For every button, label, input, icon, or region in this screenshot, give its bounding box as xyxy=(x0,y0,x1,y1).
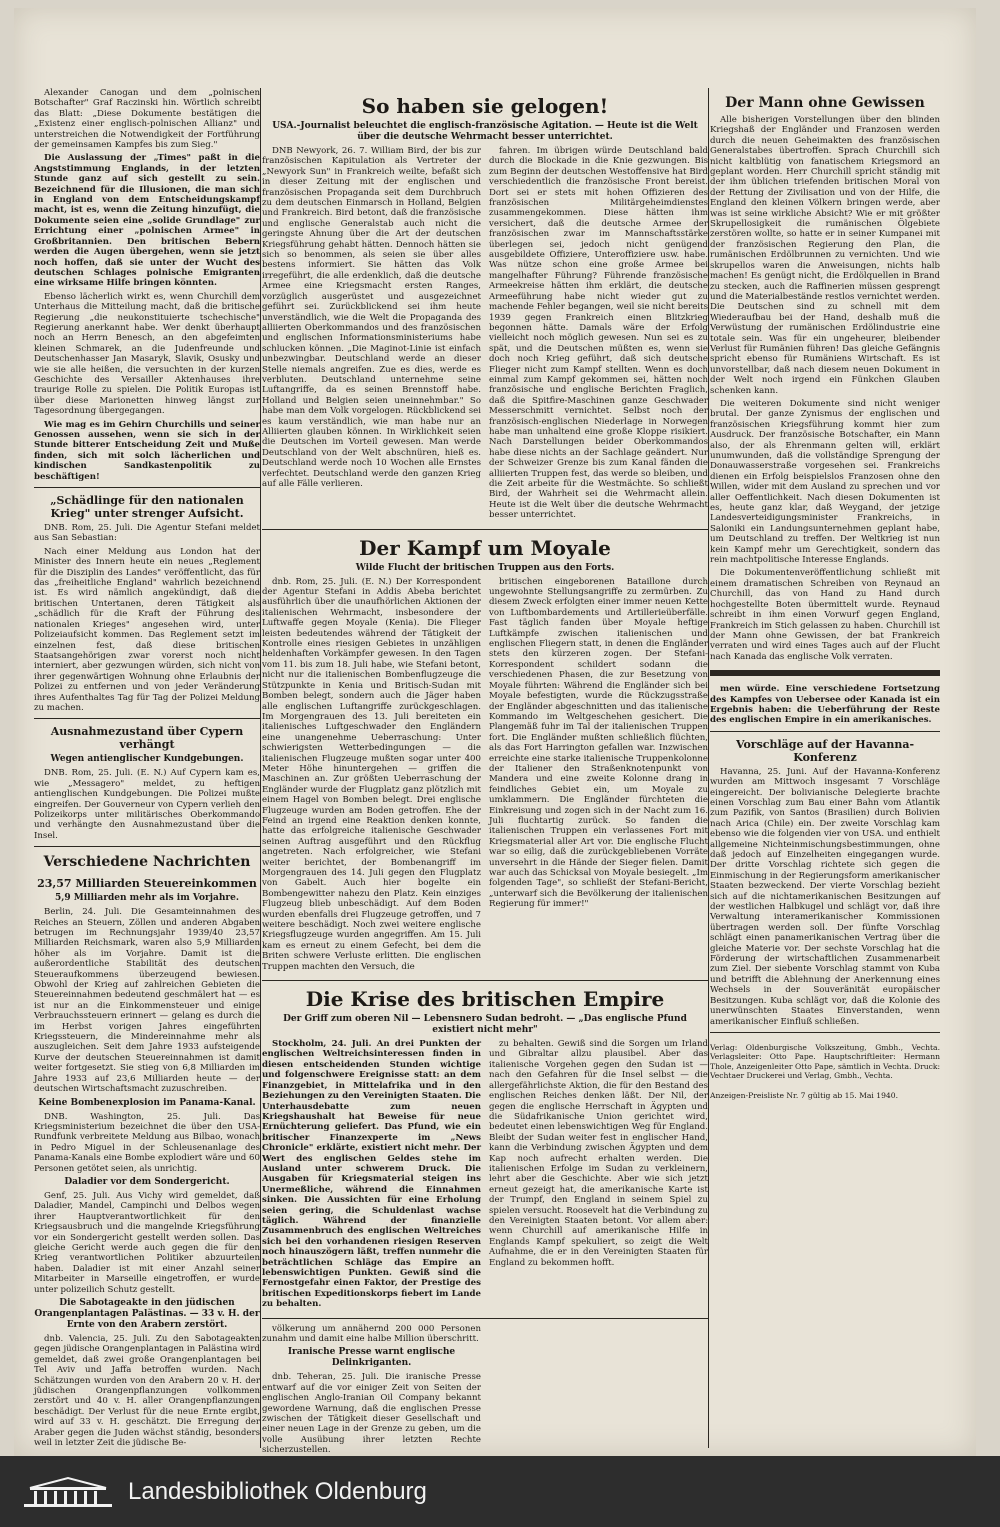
article-text: Die Auslassung der „Times" paßt in die Angststimmung Englands, in der letzten Stunde ganz auf sich gestellt zu sein. Bezeichnend für die Illusionen, die man sich in England von dem Entscheidungskampf macht, ist es, wenn die Zeitung hinzufügt, die Dokumente seien eine „solide Grundlage" zur Errichtung einer „polnischen Armee" in Großbritannien. Den britischen Bebern werden die Augen übergehen, wenn sie jetzt noch hoffen, daß sie unter der Wucht des deutschen Schlages polnische Emigranten eine wirksame Hilfe bringen könnten. xyxy=(34,153,260,289)
library-building-icon xyxy=(22,1476,114,1510)
article-headline: Keine Bombenexplosion im Panama-Kanal. xyxy=(38,1097,256,1108)
price-list-note: Anzeigen-Preisliste Nr. 7 gültig ab 15. Mai 1940. xyxy=(710,1090,899,1100)
article-headline: Iranische Presse warnt englische Delinkriganten. xyxy=(287,1347,456,1369)
article-headline: Ausnahmezustand über Cypern verhängt xyxy=(50,725,244,752)
article-text: Stockholm, 24. Juli. An drei Punkten der englischen Weltreichsinteressen finden in diesen entscheidenden Stunden wichtige und folgenschwere Ereignisse statt: an dem Finanzgebiet, in Mittelafrika und in den Beziehungen zu den Vereinigten Staaten. Die Unterhausdebatte zum neuen Kriegshaushalt hat Beweise für neue Ernüchterung geliefert. Das Pfund, wie ein britischer Finanzexperte im „News Chronicle" erklärte, existiert nicht mehr. Der Wert des englischen Geldes stehe im Ausland unter schwerem Druck. Die Ausgaben für Kriegsmaterial steigen ins Unermeßliche, während die Einnahmen sinken. Die Aussichten für eine Erholung seien gering, die Schuldenlast wachse täglich. Während der finanzielle Zusammenbruch des englischen Weltreiches sich bei den vorhandenen riesigen Reserven noch hinauszögern läßt, treffen nunmehr die beträchtlichen Schläge das Empire an lebenswichtigen Punkten. Gewiß sind die Fernostgefahr einen Faktor, der Prestige des britischen Expeditionskorps fiebert im Lande zu behalten. xyxy=(262,1039,481,1310)
column-divider xyxy=(260,88,261,1448)
article-text: dnb. Teheran, 25. Juli. Die iranische Presse entwarf auf die vor einiger Zeit von Seiten der englischen Anglo-Iranian Oil Company bekannt gewordene Warnung, daß die englischen Presse zwischen der Tätigkeit dieser Gesellschaft und einer neuen Lage in der Grenze zu geben, um die volle Ausübung ihrer letzten Rechte sicherzustellen. xyxy=(262,1372,481,1456)
divider xyxy=(262,1318,708,1319)
divider xyxy=(262,980,708,981)
article-columns xyxy=(262,1039,708,1313)
article-text: Ebenso lächerlich wirkt es, wenn Churchill dem Unterhaus die Mitteilung macht, daß die britische Regierung „die neukonstituierte tschechische" Regierung anerkannt habe. Wer denkt überhaupt noch an Herrn Benesch, an den abgefeimten kleinen Schmarek, an die Judenfreunde und Deutschenhasser Jan Masaryk, Slavik, Osusky und wie sie alle heißen, die versuchten in der kurzen Geschichte des Versailler Aktenhauses ihre traurige Rolle zu spielen. Die Politik Europas ist über diese Marionetten hinweg längst zur Tagesordnung übergegangen. xyxy=(34,291,260,417)
divider xyxy=(262,529,708,530)
article-text: Alle bisherigen Vorstellungen über den blinden Kriegshaß der Engländer und Franzosen werden durch die neuen Geheimakten des französischen Generalstabes übertroffen. Sprach Churchill sich nicht kaltblütig von fanatischem Kriegsmord an geplant worden. Herr Churchill spricht ständig mit der ihm üblichen triefenden britischen Moral von der Rettung der Zivilisation und von der Hilfe, die England den kleinen Völkern bringen werde, aber was ist seine wirkliche Absicht? Wie er mit größter Skrupellosigkeit die rumänischen Ölgebiete zerstören wollte, so hatte er in seiner Kumpanei mit der französischen Regierung den Plan, die rumänischen Erdölbrunnen zu vernichten. Und wie skrupellos waren die Anweisungen, nichts halb machen! Es genügt nicht, die Erdölquellen in Brand zu stecken, auch die Raffinerien müssen gesprengt und die Materialbestände restlos vernichtet werden. Die Deutschen sind zu schnell mit dem Wiederaufbau bei der Hand, deshalb muß die Verwüstung der rumänischen Erdölindustrie eine totale sein. Was für ein ungeheurer, bleibender Verlust für Rumänien führen! Das gleiche Gefängnis spricht ebenso für Rumäniens Wirtschaft. Es ist unvorstellbar, daß nach diesem neuen Dokument in der Welt noch irgend ein Fünkchen Glauben schenken kann. xyxy=(710,115,940,396)
divider xyxy=(710,731,940,732)
article-text: DNB. Rom, 25. Juli. (E. N.) Auf Cypern kam es, wie „Messagero" meldet, zu heftigen antienglischen Kundgebungen. Die Polizei mußte eingreifen. Der Gouverneur von Cypern verlieh den Polizeikorps unter militärisches Oberkommando und verhängte den Ausnahmezustand über die Insel. xyxy=(34,768,260,841)
black-rule xyxy=(710,670,940,676)
divider xyxy=(710,1032,940,1033)
library-footer xyxy=(0,1456,1000,1527)
article-text: britischen eingeborenen Bataillone durch ungewohnte Stellungsangriffe zu zermürben. Zu diesem Zweck erfolgten einer immer neuen Kette von Luftbombardements und Artillerieüberfälle. Fast täglich fanden über Moyale heftige Luftkämpfe zwischen italienischen und englischen Fliegern statt, in denen die Engländer stets den kürzeren zogen. Der Stefani-Korrespondent schildert sodann die verschiedenen Phasen, die zur Besetzung von Moyale führten: Während die Engländer sich bei Moyale befestigten, wurde die Rückzugsstraße der Engländer abgeschnitten und das italienische Kommando im Weltgeschehen gesichert. Die Plangemäß fuhr im Tal der italienischen Truppen fort. Die Engländer mußten schließlich flüchten, als das Fort Harrington gefallen war. Inzwischen erreichte eine starke italienische Truppenkolonne der Italiener den Straßenknotenpunkt von Mandera und eine zweite Kolonne drang in feindliches Gebiet ein, um Moyale zu umklammern. Die Engländer fürchteten die Einkreisung und zogen sich in der Nacht zum 16. Juli fluchtartig zurück. So fanden die italienischen Truppen ein verlassenes Fort mit Kriegsmaterial aller Art vor. Die englische Flucht war so eilig, daß die zurückgebliebenen Vorräte unversehrt in die Hände der Sieger fielen. Damit war auch das Schicksal von Moyale besiegelt. „Im folgenden Tage", so schließt der Stefani-Bericht, „unterwarf sich die Bevölkerung der italienischen Regierung für immer!" xyxy=(489,576,708,910)
article-headline: Vorschläge auf der Havanna-Konferenz xyxy=(735,737,915,764)
article-columns xyxy=(262,1324,708,1459)
article-columns xyxy=(262,146,708,524)
article-headline: Daladier vor dem Sondergericht. xyxy=(64,1176,230,1187)
article-text: dnb. Valencia, 25. Juli. Zu den Sabotageakten gegen jüdische Orangenplantagen in Palästina wird gemeldet, daß zwei große Orangenplantagen bei Tel Aviv und Jaffa betroffen wurden. Nach Schätzungen wurden von den Arabern 20 v. H. der jüdischen Orangenpflanzungen vollkommen zerstört und 40 v. H. aller Orangenpflanzungen beschädigt. Der Verlust für die neue Ernte ergibt, wird auf 33 v. H. geschätzt. Die Erregung der Araber gegen die Juden wächst ständig, besonders weil in letzter Zeit die jüdische Be- xyxy=(34,1334,260,1449)
article-text: Die Dokumentenveröffentlichung schließt mit einem dramatischen Schreiben von Reynaud an Churchill, das von Hand zu Hand durch hochgestellte Boten übermittelt wurde. Reynaud schreibt in ihm einen Vorwurf gegen England, Frankreich im Stich gelassen zu haben. Churchill ist der Mann ohne Gewissen, der bat Frankreich verraten und wird eines Tages auch auf der Flucht nach Kanada das englische Volk verraten. xyxy=(710,568,940,662)
article-headline: Die Krise des britischen Empire xyxy=(305,987,665,1012)
article-text: Die weiteren Dokumente sind nicht weniger brutal. Der ganze Zynismus der englischen und französischen Kriegsführung kommt hier zum Ausdruck. Der französische Botschafter, ein Mann also, der als Ehrenmann gelten will, erklärt unumwunden, daß die vollständige Sprengung der Donauwasserstraße vorgesehen sei. Frankreichs dienen ein Erfolg beispielslos Franzosen ohne den Willen, wider mit dem Ausland zu sprechen und vor aller Oeffentlichkeit. Nach diesen Dokumenten ist es, heute ganz klar, daß Weygand, der jetzige Landesverteidigungsminister Frankreichs, in Saloniki ein Landungsunternehmen geplant habe, um Deutschland zu treffen. Der Weltkrieg ist nun kein Kampf mehr um Gerechtigkeit, sondern das rein machtpolitische Interesse Englands. xyxy=(710,398,940,566)
column-left xyxy=(34,88,260,1448)
divider xyxy=(34,718,260,719)
article-text: völkerung um annähernd 200 000 Personen zunahm und damit eine halbe Million überschritt. xyxy=(262,1323,481,1345)
article-subheadline: Der Griff zum oberen Nil — Lebensnero Sudan bedroht. — „Das englische Pfund existiert nicht mehr" xyxy=(283,1014,687,1036)
article-text: Alexander Canogan und dem „polnischen Botschafter" Graf Raczinski hin. Wörtlich schreibt das Blatt: „Diese Dokumente bestätigen die „Existenz einer englisch-polnischen Allianz" und unterstreichen die Notwendigkeit der Fortführung der gemeinsamen Kampfes bis zum Sieg." xyxy=(34,88,260,151)
section-headline: Verschiedene Nachrichten xyxy=(43,854,251,871)
main-headline: So haben sie gelogen! xyxy=(361,94,609,118)
article-text: Havanna, 25. Juni. Auf der Havanna-Konferenz wurden am Mittwoch insgesamt 7 Vorschläge eingereicht. Der bolivianische Delegierte brachte einen Vorschlag zum Bau einer Bahn vom Atlantik zum Pazifik, von Santos (Brasilien) durch Bolivien nach Arica (Chile) ein. Der zweite Vorschlag kam ebenso wie die folgenden vier von USA. und enthielt allgemeine Nichteinmischungsbestimmungen, ohne daß jedoch auf Einzelheiten eingegangen wurde. Der dritte Vorschlag richtete sich gegen die Einmischung in der Regierungsform amerikanischer Staaten bezweckend. Der vierte Vorschlag bezieht sich auf die nichtamerikanischen Besitzungen auf der westlichen Halbkugel und schlägt vor, daß ihre Verwaltung interamerikanischer Kommissionen übertragen werden soll. Der fünfte Vorschlag schlägt einen panamerikanischen Vertrag über die gleiche Materie vor. Der sechste Vorschlag hat die Förderung der wirtschaftlichen Zusammenarbeit zum Ziel. Der siebente Vorschlag stammt von Kuba und betrifft die Ablehnung der Anerkennung eines Wechsels in der Souveränität europäischer Besitzungen. Kuba schlägt vor, daß die Kolonie des unerwünschten Staates Einverstanden, wenn amerikanischer Einfluß schließen. xyxy=(710,766,940,1027)
article-subheadline: Wegen antienglischer Kundgebungen. xyxy=(50,754,244,765)
divider xyxy=(34,846,260,847)
article-columns xyxy=(262,577,708,975)
article-text: Genf, 25. Juli. Aus Vichy wird gemeldet, daß Daladier, Mandel, Campinchi und Delbos wegen ihrer Hauptverantwortlichkeit für den Kriegsausbruch und die mangelnde Kriegsführung vor ein Sondergericht gestellt werden sollen. Das gleiche Gericht werde auch gegen die für den Krieg verantwortlichen Politiker abzuurteilen haben. Daladier ist mit einer Anzahl seiner Mitarbeiter in Marseille eingetroffen, er wurde unter polizeilich Schutz gestellt. xyxy=(34,1190,260,1295)
article-text: men würde. Eine verschiedene Fortsetzung des Kampfes von Uebersee oder Kanada ist ein Ergebnis haben: die Ueberführung der Reste des englischen Empire in ein amerikanisches. xyxy=(710,684,940,726)
column-divider xyxy=(708,88,709,1448)
divider xyxy=(34,487,260,488)
article-headline: „Schädlinge für den nationalen Krieg" unter strenger Aufsicht. xyxy=(50,494,244,521)
article-headline: Der Mann ohne Gewissen xyxy=(725,95,925,111)
article-text: Nach einer Meldung aus London hat der Minister des Innern heute ein neues „Reglement für die Disziplin des Landes" veröffentlicht, das für das „freiheitliche England" wahrlich bezeichnend ist. Es wird nämlich angekündigt, daß die britischen Untertanen, deren Tätigkeit als „schädlich für die Kraft der Führung des nationalen Krieges" angesehen wird, unter Polizeiaufsicht kommen. Das Reglement setzt im einzelnen fest, daß diese britischen Staatsangehörigen zwar vorerst noch nicht interniert, aber gezwungen würden, sich nicht von ihrer gegenwärtigen Wohnung ohne Erlaubnis der Polizei zu entfernen und von jeder Veränderung ihres Aufenthaltes Tag für Tag der Polizei Meldung zu machen. xyxy=(34,546,260,713)
article-headline: Der Kampf um Moyale xyxy=(359,535,611,560)
article-text: Berlin, 24. Juli. Die Gesamteinnahmen des Reiches an Steuern, Zöllen und anderen Abgaben betrugen im Rechnungsjahr 1939/40 23,57 Milliarden Reichsmark, waren also 5,9 Milliarden höher als im Vorjahre. Damit ist die außerordentliche Stabilität des deutschen Steueraufkommens überzeugend bewiesen. Obwohl der Krieg auf zahlreichen Gebieten die Steuereinnahmen bedeutend geschmälert hat — es ist nur an die Einkommensteuer und einige Verbrauchssteuern erinnert — gelang es durch die im Herbst vorigen Jahres eingeführten Kriegssteuern, die Mindereinnahme mehr als auszugleichen. Seit dem Jahre 1933 aufsteigende Kurve der deutschen Steuereinnahmen ist damit weiter fortgesetzt. Sie stieg von 6,8 Milliarden im Jahre 1933 auf 23,6 Milliarden heute — der deutschen Wirtschaftsmacht zuzuschreiben. xyxy=(34,907,260,1095)
imprint: Verlag: Oldenburgische Volkszeitung, Gmbh., Vechta. Verlagsleiter: Otto Pape. Hauptschriftleiter: Hermann Thole, Anzeigenleiter Otto Pape, sämtlich in Vechta. Druck: Vechtaer Druckerei und Verlag, Gmbh., Vechta. xyxy=(710,1042,940,1081)
main-subheadline: USA.-Journalist beleuchtet die englisch-französische Agitation. — Heute ist die Welt über die deutsche Wehrmacht besser unterrichtet. xyxy=(272,121,698,142)
article-text: Wie mag es im Gehirn Churchills und seiner Genossen aussehen, wenn sie sich in der Stunde bitterer Entscheidung Zeit und Muße finden, sich mit solch lächerlichen und kindischen Sandkastenpolitik zu beschäftigen! xyxy=(34,419,260,482)
library-name[interactable]: Landesbibliothek Oldenburg xyxy=(128,1478,427,1505)
column-right xyxy=(710,88,940,1448)
newspaper-page xyxy=(14,8,976,1456)
article-headline: Die Sabotageakte in den jüdischen Orangenplantagen Palästinas. — 33 v. H. der Ernte von den Arabern zerstört. xyxy=(34,1298,260,1330)
article-text: zu behalten. Gewiß sind die Sorgen um Irland und Gibraltar allzu plausibel. Aber das italienische Vorgehen gegen den Sudan ist — nach den Gefahren für die Insel selbst — die allergefährlichste Aktion, die für den Bestand des englischen Reiches denken läßt. Der Nil, der gegen die englische Herrschaft in Ägypten und die Südafrikanische Union gerichtet wird, bedeutet einen lebenswichtigen Weg für England. Bleibt der Sudan weiter fest in englischer Hand, kann die Verbindung zwischen Ägypten und dem Kap noch aufrecht erhalten werden. Die italienischen Erfolge im Sudan zu verkleinern, lehrt aber die Geschichte. Aber wie sich jetzt erneut gezeigt hat, die amerikanische Karte ist der Trumpf, den England in seinem Spiel zu spielen versucht. Roosevelt hat die Verbindung zu den Vereinigten Staaten betont. Vor allem aber: wenn Churchill auf amerikanische Hilfe in Englands Kampf spekuliert, so zeigt die Welt Aufnahme, die er in den Vereinigten Staaten für England zu bekommen hofft. xyxy=(489,1039,708,1268)
article-text: DNB Newyork, 26. 7. William Bird, der bis zur französischen Kapitulation als Vertreter der „Newyork Sun" in Frankreich weilte, befaßt sich in dieser Zeitung mit der englischen und französischen Propaganda seit dem Durchbruch zu dem deutschen Einmarsch in Holland, Belgien und Frankreich. Bird betont, daß die französische und englische Generalstab auch nicht die geringste Ahnung über die Art der deutschen Kriegsführung gehabt hätten. Dennoch hätten sie sich so benommen, als seien sie über alles bestens informiert. Sie hätten das Volk irregeführt, die alle erdenklich, daß die deutsche Armee eine Kriegsmacht ersten Ranges, vorzüglich ausgerüstet und ausgezeichnet geführt sei. Zurückblickend sei ihm heute unverständlich, wie die Welt die Propaganda des alliierten Oberkommandos und des französischen und englischen Informationsministeriums habe schlucken können. „Die Maginot-Linie ist einfach unbezwingbar. Deutschland werde an dieser Stelle niemals angreifen. Zue es dies, werde es verbluten. Deutschland unternehme seine Luftangriffe, da es seinen Brennstoff habe. Holland und Belgien seien uneinnehmbar." So habe man dem Volk vorgelogen. Rückblickend sei es kaum verständlich, wie man habe nur an Alliierten glauben können. In Wirklichkeit seien die Deutschen im Vorteil gewesen. Man werde Deutschland von der Welt abschnüren, hieß es. Deutschland werde noch 10 Wochen alle Ernstes verfechtet. Deutschland werde den ganzen Krieg auf alle Fälle verlieren. xyxy=(262,146,481,489)
article-text: fahren. Im übrigen würde Deutschland bald durch die Blockade in die Knie gezwungen. Bis zum Beginn der deutschen Westoffensive hat Bird verschiedentlich die französische Front bereist. Dort sei er stets mit hohen Offizieren des französischen Militärgeheimdienstes zusammengekommen. Diese hätten ihm versichert, daß die deutsche Armee der französischen zwar im Mannschaftsstärke überlegen sei, jedoch nicht genügend ausgebildete Offiziere, Unteroffiziere usw. habe. Was nütze schon eine große Armee bei mangelhafter Führung? Führende französische Armeekreise hätten ihm erklärt, die deutsche Armeeführung habe nicht wieder gut zu machende Fehler begangen, weil sie nicht bereits 1939 gegen Frankreich einen Blitzkrieg begonnen hätte. Damals wäre der Erfolg vielleicht noch möglich gewesen. Nun sei es zu spät, und die Deutschen müßten es, wenn sie doch noch Krieg geführt, daß sich deutsche Flieger nicht zum Kampf stellten. Wenn es doch einmal zum Kampf gekommen sei, hätten noch französische und englische Berichten Fraglich, daß die Spitfire-Maschinen ganze Geschwader Messerschmitt vernichtet. Selbst noch der französisch-englischen Niederlage in Norwegen habe man unhaltend eine große Kloppe risikiert. Nach Darstellungen beider Oberkommandos habe diese nichts an der Sachlage geändert. Nur der Schweizer Grenze bis zum Kanal fänden die alliierten Truppen fest, das werde so bleiben, und die Zeit arbeite für die Westmächte. So schließt Bird, der Wahrheit sei die Wehrmacht allein. Heute ist die Welt über die deutsche Wehrmacht besser unterrichtet. xyxy=(489,146,708,521)
article-subheadline: 5,9 Milliarden mehr als im Vorjahre. xyxy=(54,893,240,904)
article-text: dnb. Rom, 25. Juli. (E. N.) Der Korrespondent der Agentur Stefani in Addis Abeba berichtet ausführlich über die unaufhörlichen Aktionen der italienischen Wehrmacht, insbesondere der Luftwaffe gegen Moyale (Kenia). Die Flieger leisten bedeutendes während der Tätigkeit der Kontrolle eines riesigen Gebietes in unzähligen heldenhaften Vorkämpfer gewesen. In den Tagen vom 11. bis zum 18. Juli habe, wie Stefani betont, nicht nur die italienischen Bombenflugzeuge die Stützpunkte in Kenia und Britisch-Sudan mit Bomben belegt, sondern auch die Jäger haben alle englischen Luftangriffe zurückgeschlagen. Im Morgengrauen des 13. Juli bereiteten ein italienisches Luftgeschwader den Engländern eine unangenehme Ueberraschung: Unter schwierigsten Wetterbedingungen — die italienischen Flugzeuge mußten sogar unter 400 Meter Höhe hinuntergehen — griffen die Maschinen an. Zur größten Ueberraschung der Engländer wurde der Flugplatz ganz plötzlich mit einem Hagel von Bomben belegt. Drei englische Flugzeuge wurden am Boden getroffen. Ehe der Feind an irgend eine Reaktion denken konnte, hatte das erfolgreiche italienische Geschwader seinen Auftrag ausgeführt und den Rückflug angetreten. Nach erfolgreicher, wie Stefani weiter berichtet, der Bombenangriff im Morgengrauen des 14. Juli gegen den Flugplatz von Gabelt. Auch hier bogelte ein Bombengewitter nahezu den Platz. Kein einziges Flugzeug blieb unbeschädigt. Auf dem Boden wurden ebenfalls drei Flugzeuge getroffen, und 7 weitere beschädigt. Noch zwei weitere englische Kriegsflugzeuge wurden angegriffen. Am 15. Juli kam es erneut zu einem Gefecht, bei dem die Briten schwere Verluste erlitten. Die englischen Truppen machten den Versuch, die xyxy=(262,576,481,972)
article-subheadline: Wilde Flucht der britischen Truppen aus den Forts. xyxy=(355,562,615,573)
article-headline: 23,57 Milliarden Steuereinkommen xyxy=(37,877,257,891)
article-text: DNB. Washington, 25. Juli. Das Kriegsministerium bezeichnet die über den USA-Rundfunk verbreitete Meldung aus Bilbao, wonach in Pedro Miguel in der Schleusenanlage des Panama-Kanals eine Bombe explodiert wäre und 60 Personen getötet seien, als unrichtig. xyxy=(34,1111,260,1174)
article-text: DNB. Rom, 25. Juli. Die Agentur Stefani meldet aus San Sebastian: xyxy=(34,523,260,544)
column-center xyxy=(262,88,708,1456)
